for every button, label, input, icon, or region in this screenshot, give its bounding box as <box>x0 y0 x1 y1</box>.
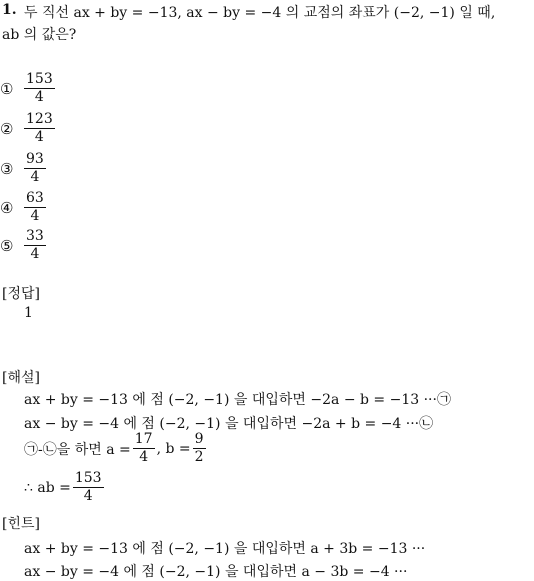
a-value-fraction <box>133 432 155 465</box>
fraction-denominator: 4 <box>139 449 149 465</box>
option-fraction <box>24 152 46 185</box>
hint-line2: ax − by = −4 에 점 (−2, −1) 을 대입하면 a − 3b = −4 ··· <box>24 564 408 580</box>
option-fraction <box>24 112 55 145</box>
option-fraction <box>24 191 46 224</box>
explanation-label: [해설] <box>2 370 40 386</box>
explanation-line4 <box>24 471 106 504</box>
answer-label: [정답] <box>2 286 40 302</box>
fraction-numerator: 9 <box>194 431 204 447</box>
explanation-line2: ax − by = −4 에 점 (−2, −1) 을 대입하면 −2a + b = −4 ···㉡ <box>24 416 434 432</box>
option-3[interactable] <box>0 152 48 185</box>
hint-label: [힌트] <box>2 516 40 532</box>
ab-value-fraction <box>73 471 104 504</box>
fraction-numerator: 93 <box>26 151 44 167</box>
option-marker: ③ <box>0 159 14 178</box>
question-text-line2: ab 의 값은? <box>2 27 77 43</box>
fraction-numerator: 63 <box>26 190 44 206</box>
option-5[interactable] <box>0 229 48 262</box>
option-fraction <box>24 229 46 262</box>
option-marker: ② <box>0 119 14 138</box>
explanation-line1: ax + by = −13 에 점 (−2, −1) 을 대입하면 −2a − b = −13 ···㉠ <box>24 392 451 408</box>
fraction-numerator: 153 <box>26 71 53 87</box>
fraction-denominator: 4 <box>34 89 44 105</box>
question-text-line1: 두 직선 ax + by = −13, ax − by = −4 의 교점의 좌표가 (−2, −1) 일 때, <box>24 5 496 21</box>
b-value-fraction <box>193 432 206 465</box>
fraction-denominator: 2 <box>194 449 204 465</box>
answer-value: 1 <box>24 305 33 321</box>
option-4[interactable] <box>0 191 48 224</box>
fraction-numerator: 153 <box>74 470 102 486</box>
option-2[interactable] <box>0 112 57 145</box>
fraction-denominator: 4 <box>30 246 40 262</box>
option-marker: ① <box>0 79 14 98</box>
fraction-numerator: 123 <box>26 111 53 127</box>
hint-line1: ax + by = −13 에 점 (−2, −1) 을 대입하면 a + 3b = −13 ··· <box>24 541 426 557</box>
fraction-numerator: 33 <box>26 228 44 244</box>
explanation-line3-prefix: ㉠-㉡을 하면 a = <box>24 441 131 458</box>
explanation-line4-prefix: ∴ ab = <box>24 479 71 496</box>
question-number: 1. <box>2 2 17 18</box>
option-fraction <box>24 72 55 105</box>
fraction-numerator: 17 <box>134 431 153 447</box>
option-marker: ④ <box>0 198 14 217</box>
fraction-denominator: 4 <box>30 169 40 185</box>
option-marker: ⑤ <box>0 236 14 255</box>
explanation-line3 <box>24 432 208 465</box>
fraction-denominator: 4 <box>30 208 40 224</box>
explanation-line3-mid: , b = <box>156 440 191 457</box>
fraction-denominator: 4 <box>34 129 44 145</box>
fraction-denominator: 4 <box>83 488 93 504</box>
option-1[interactable] <box>0 72 57 105</box>
